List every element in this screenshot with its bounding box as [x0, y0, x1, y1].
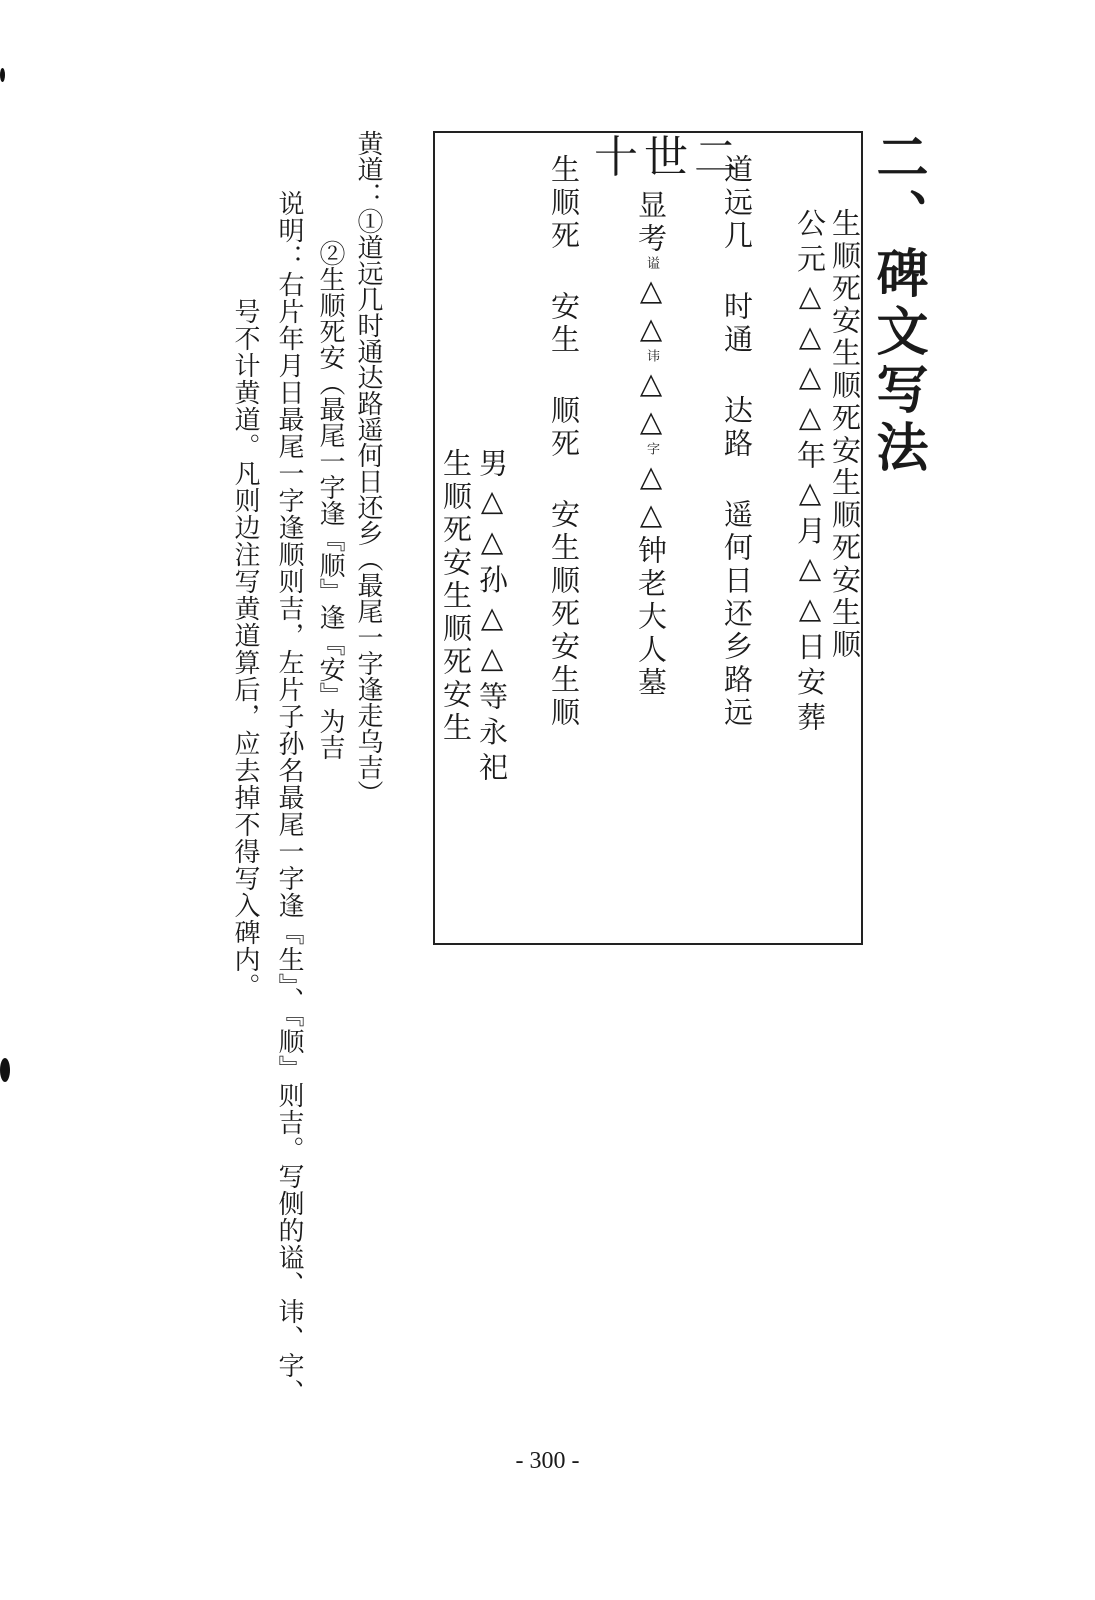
- tablet-line-road: 道远几 时通 达路 遥何日还乡路远: [720, 154, 754, 730]
- tablet-line-sheng-shun-left: 生顺死 安生 顺死 安生顺死安生顺: [547, 154, 581, 730]
- huangdao-note-2: ②生顺死安（最尾一字逢『顺』逢『安』为吉: [315, 240, 345, 760]
- deceased-prefix: 显考: [634, 190, 668, 256]
- scan-speck-top: [0, 68, 5, 82]
- posthumous-label: 谥: [644, 256, 659, 273]
- triangle-mark: △: [634, 273, 668, 311]
- section-heading: 二、碑文写法: [867, 130, 927, 478]
- explanation-line-2: 号不计黄道。凡则边注写黄道算后，应去掉不得写入碑内。: [230, 298, 260, 1000]
- taboo-label: 讳: [644, 349, 659, 366]
- tablet-generation-title: 十世二: [594, 132, 744, 183]
- explanation-line-1: 说明：右片年月日最尾一字逢顺则吉，左片子孙名最尾一字逢『生』、『顺』则吉。写侧的谥、讳、字、: [274, 190, 304, 1406]
- page-number: - 300 -: [515, 1448, 580, 1474]
- tablet-line-sons: 男△△孙△△等永祀: [475, 448, 509, 788]
- triangle-mark: △: [634, 311, 668, 349]
- triangle-mark: △: [634, 366, 668, 404]
- tablet-line-deceased: [634, 190, 668, 700]
- triangle-mark: △: [634, 459, 668, 497]
- huangdao-note-1: 黄道：①道远几时通达路遥何日还乡（最尾一字逢走乌吉）: [353, 130, 383, 806]
- triangle-mark: △: [634, 404, 668, 442]
- triangle-mark: △: [634, 497, 668, 535]
- deceased-suffix: 钟老大人墓: [634, 535, 668, 700]
- tablet-line-date: 公元△△△△年△月△△日安葬: [793, 208, 827, 738]
- tablet-line-sons-below: 生顺死安生顺死安生: [439, 448, 473, 745]
- scan-speck-left: [0, 1058, 10, 1082]
- tablet-line-sheng-shun-top: 生顺死安生顺死安生顺死安生顺: [828, 208, 862, 662]
- courtesy-label: 字: [644, 442, 659, 459]
